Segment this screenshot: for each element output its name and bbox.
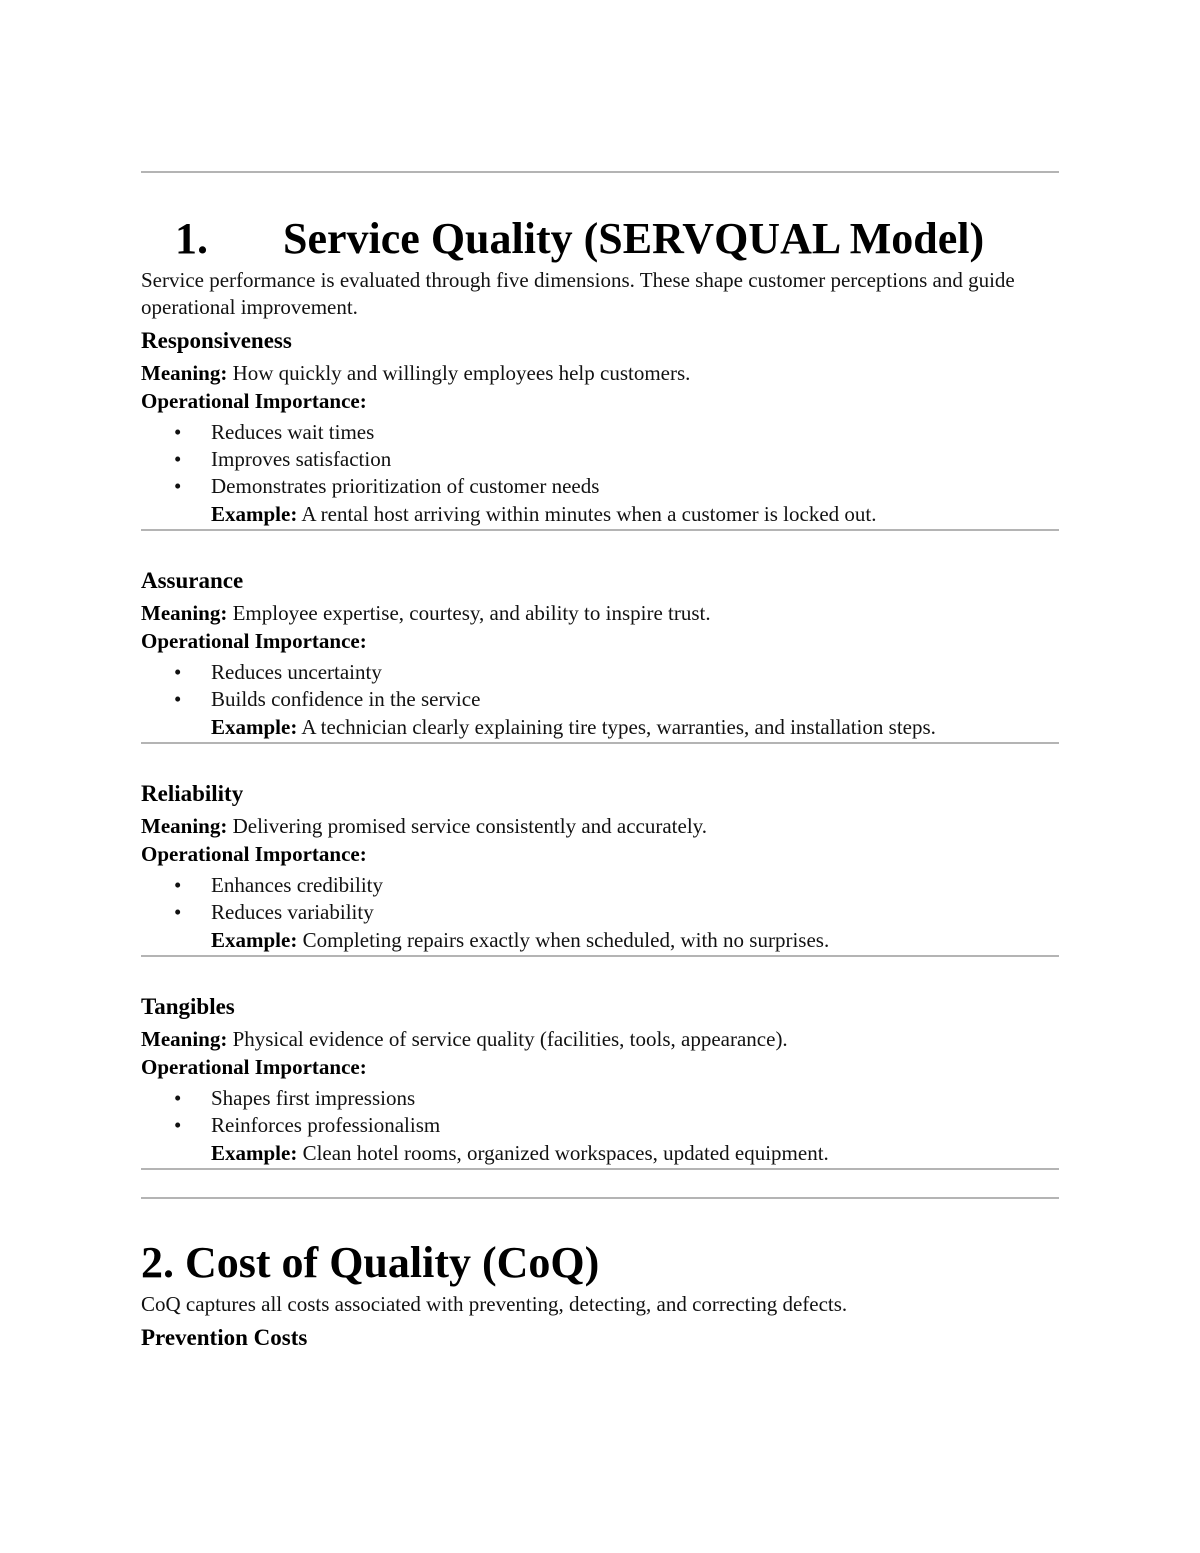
section-2-intro: CoQ captures all costs associated with preventing, detecting, and correcting defects.	[141, 1292, 848, 1316]
example-text: Clean hotel rooms, organized workspaces, updated equipment.	[297, 1141, 829, 1165]
meaning-text: Delivering promised service consistently and accurately.	[227, 814, 708, 838]
section-separator	[141, 1197, 1059, 1199]
meaning-text: Employee expertise, courtesy, and ability to inspire trust.	[227, 601, 711, 625]
meaning-text: How quickly and willingly employees help customers.	[227, 361, 691, 385]
list-item	[141, 473, 1059, 500]
meaning-label: Meaning:	[141, 1027, 228, 1051]
example-line	[141, 1139, 1059, 1167]
list-item	[141, 659, 1059, 686]
importance-list	[141, 872, 1059, 926]
list-item-text: Reduces wait times	[211, 420, 375, 444]
example-line	[141, 500, 1059, 528]
bullet-icon: •	[174, 900, 182, 924]
list-item-text: Shapes first impressions	[211, 1086, 416, 1110]
example-label: Example:	[211, 1141, 298, 1165]
list-item	[141, 419, 1059, 446]
section-1-heading	[141, 215, 1059, 263]
meaning-label: Meaning:	[141, 361, 228, 385]
example-label: Example:	[211, 502, 298, 526]
horizontal-rule-top	[141, 171, 1059, 173]
importance-label: Operational Importance:	[141, 389, 367, 413]
list-item-text: Enhances credibility	[211, 873, 384, 897]
list-item-text: Reduces variability	[211, 900, 374, 924]
bullet-icon: •	[174, 660, 182, 684]
section-2-heading: 2. Cost of Quality (CoQ)	[141, 1238, 600, 1287]
list-item	[141, 872, 1059, 899]
list-item	[141, 446, 1059, 473]
example-text: A technician clearly explaining tire types, warranties, and installation steps.	[297, 715, 936, 739]
bullet-icon: •	[174, 1113, 182, 1137]
meaning-line	[141, 359, 1059, 387]
example-text: Completing repairs exactly when scheduled, with no surprises.	[297, 928, 830, 952]
bullet-icon: •	[174, 687, 182, 711]
example-line	[141, 926, 1059, 954]
list-item-text: Reduces uncertainty	[211, 660, 382, 684]
dimension-assurance	[141, 567, 1059, 744]
section-1-title: Service Quality (SERVQUAL Model)	[283, 214, 985, 263]
meaning-label: Meaning:	[141, 814, 228, 838]
list-item	[141, 1112, 1059, 1139]
example-line	[141, 713, 1059, 741]
section-1-intro: Service performance is evaluated through five dimensions. These shape customer perceptions and guide operational improvement.	[141, 268, 1015, 319]
list-item	[141, 899, 1059, 926]
list-item	[141, 686, 1059, 713]
importance-list	[141, 419, 1059, 500]
dimension-reliability	[141, 780, 1059, 957]
list-item-text: Builds confidence in the service	[211, 687, 481, 711]
meaning-text: Physical evidence of service quality (facilities, tools, appearance).	[227, 1027, 788, 1051]
dimension-responsiveness	[141, 327, 1059, 531]
importance-label: Operational Importance:	[141, 842, 367, 866]
bullet-icon: •	[174, 420, 182, 444]
meaning-label: Meaning:	[141, 601, 228, 625]
list-item-text: Improves satisfaction	[211, 447, 392, 471]
example-label: Example:	[211, 715, 298, 739]
divider	[141, 742, 1059, 744]
divider	[141, 529, 1059, 531]
list-item	[141, 1085, 1059, 1112]
meaning-line	[141, 599, 1059, 627]
bullet-icon: •	[174, 447, 182, 471]
importance-label: Operational Importance:	[141, 1055, 367, 1079]
document-content	[141, 171, 1059, 1352]
dimension-heading: Assurance	[141, 568, 244, 593]
divider	[141, 955, 1059, 957]
list-item-text: Demonstrates prioritization of customer needs	[211, 474, 600, 498]
example-label: Example:	[211, 928, 298, 952]
importance-list	[141, 1085, 1059, 1139]
bullet-icon: •	[174, 474, 182, 498]
list-item-text: Reinforces professionalism	[211, 1113, 441, 1137]
dimension-heading: Tangibles	[141, 994, 235, 1019]
importance-label: Operational Importance:	[141, 629, 367, 653]
divider	[141, 1168, 1059, 1170]
bullet-icon: •	[174, 1086, 182, 1110]
example-text: A rental host arriving within minutes when a customer is locked out.	[297, 502, 877, 526]
dimension-heading: Reliability	[141, 781, 244, 806]
meaning-line	[141, 1025, 1059, 1053]
prevention-costs-heading: Prevention Costs	[141, 1325, 308, 1350]
importance-list	[141, 659, 1059, 713]
bullet-icon: •	[174, 873, 182, 897]
meaning-line	[141, 812, 1059, 840]
dimension-heading: Responsiveness	[141, 328, 292, 353]
section-1-number: 1.	[175, 214, 208, 263]
dimension-tangibles	[141, 993, 1059, 1170]
